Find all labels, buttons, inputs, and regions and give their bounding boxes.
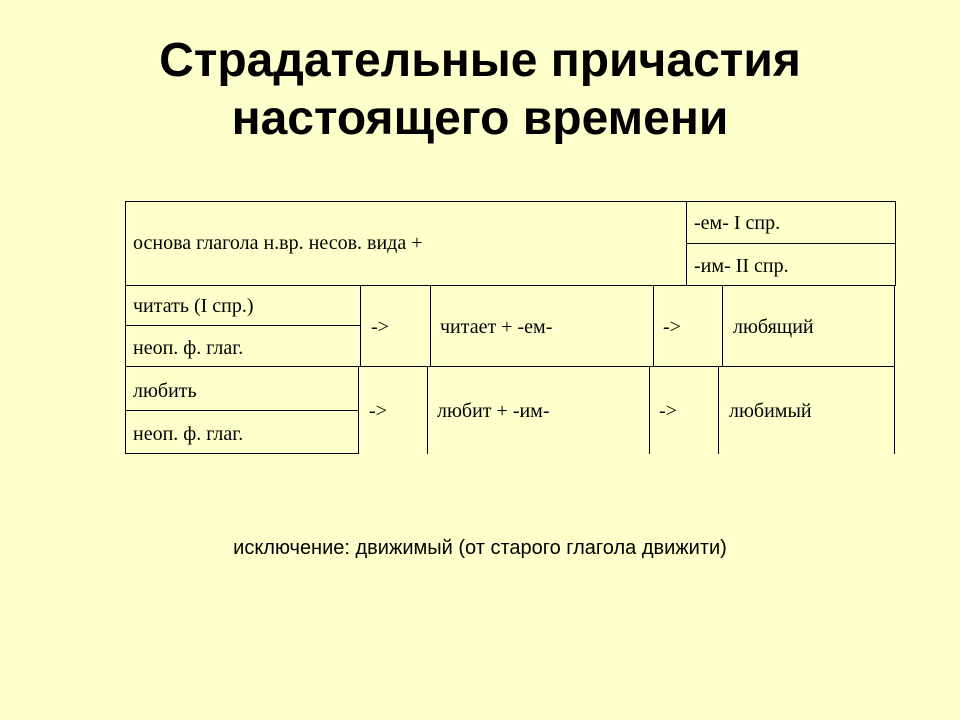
table-border <box>360 285 361 367</box>
example-1-arrow-1: -> <box>371 316 389 338</box>
table-border <box>722 285 723 367</box>
exception-note: исключение: движимый (от старого глагола движити) <box>233 537 727 559</box>
example-2-form: неоп. ф. глаг. <box>133 423 244 445</box>
example-1-verb: читать (I спр.) <box>133 295 254 317</box>
example-1-form: неоп. ф. глаг. <box>133 337 244 359</box>
table-border <box>125 410 358 411</box>
example-1-arrow-2: -> <box>663 316 681 338</box>
example-2-result: любимый <box>729 400 812 422</box>
slide-title <box>0 32 960 148</box>
table-border <box>649 367 650 454</box>
table-border <box>125 453 358 454</box>
example-2-step: любит + -им- <box>437 400 550 422</box>
table-border <box>358 367 359 454</box>
table-border <box>125 285 126 367</box>
title-line-2: настоящего времени <box>231 92 729 145</box>
example-2-arrow-1: -> <box>369 400 387 422</box>
rule-stem: основа глагола н.вр. несов. вида + <box>133 232 423 254</box>
table-border <box>125 366 895 367</box>
example-2-verb: любить <box>133 380 197 402</box>
table-border <box>430 285 431 367</box>
example-1-result: любящий <box>733 316 814 338</box>
table-border <box>125 201 126 286</box>
table-border <box>125 325 360 326</box>
example-1-step: читает + -ем- <box>440 316 553 338</box>
table-border <box>427 367 428 454</box>
table-border <box>895 201 896 286</box>
table-border <box>653 285 654 367</box>
table-border <box>894 285 895 367</box>
title-line-1: Страдательные причастия <box>159 34 801 87</box>
table-border <box>125 367 126 454</box>
table-border <box>125 285 896 286</box>
table-border <box>686 243 896 244</box>
table-border <box>125 201 896 202</box>
table-border <box>686 201 687 286</box>
rule-suffix-2: -им- II спр. <box>694 255 789 277</box>
table-border <box>718 367 719 454</box>
rule-suffix-1: -ем- I спр. <box>694 212 781 234</box>
table-border <box>894 367 895 454</box>
example-2-arrow-2: -> <box>659 400 677 422</box>
